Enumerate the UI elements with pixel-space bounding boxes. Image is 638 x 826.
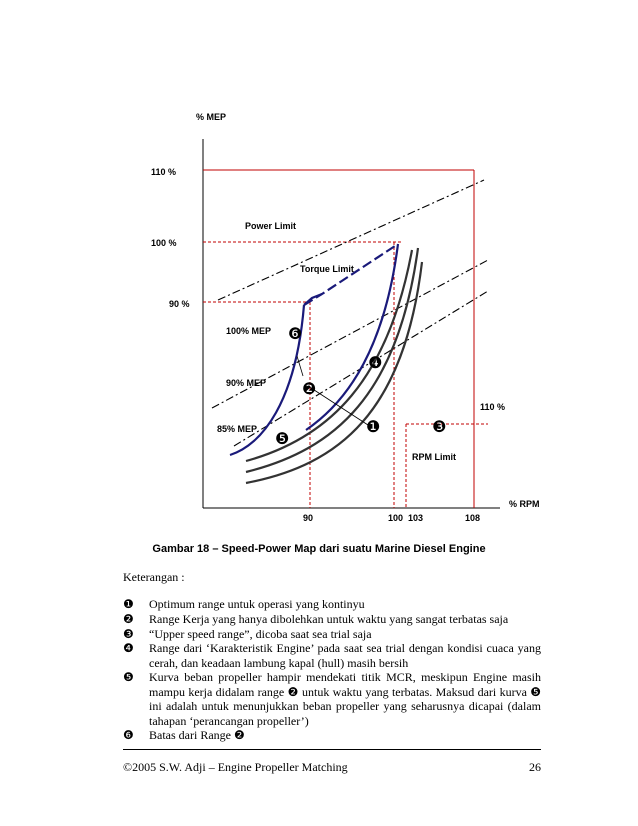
- marker-4-icon: ❹: [368, 353, 383, 372]
- note-text: Batas dari Range ❷: [149, 728, 245, 742]
- note-text: Optimum range untuk operasi yang kontinyu: [149, 597, 365, 611]
- y-axis-title: % MEP: [196, 112, 227, 122]
- y-tick-90: 90 %: [169, 299, 190, 309]
- power-limit-label: Power Limit: [245, 221, 297, 231]
- pct-110-label: 110 %: [480, 402, 506, 412]
- keterangan-title: Keterangan :: [123, 570, 185, 584]
- note-item: [123, 597, 541, 612]
- note-item: [123, 627, 541, 642]
- torque-limit-curve: [304, 244, 398, 305]
- x-tick-108: 108: [465, 513, 481, 523]
- note-text: Range dari ‘Karakteristik Engine’ pada saat sea trial dengan kondisi cuaca yang cerah, dan keadaan lambung kapal (hull) masih bersih: [149, 641, 541, 670]
- mep-90-label: 90% MEP: [226, 378, 267, 388]
- y-tick-110: 110 %: [151, 167, 177, 177]
- marker-2-icon: ❷: [123, 612, 134, 626]
- mep-lines: [212, 180, 488, 446]
- note-item: [123, 641, 541, 670]
- page-number: 26: [529, 760, 541, 774]
- arrow-range-6: [297, 356, 303, 376]
- mep-85-label: 85% MEP: [217, 424, 258, 434]
- note-item: [123, 670, 541, 728]
- note-text: Range Kerja yang hanya dibolehkan untuk waktu yang sangat terbatas saja: [149, 612, 509, 626]
- note-text: “Upper speed range”, dicoba saat sea trial saja: [149, 627, 372, 641]
- note-text: Kurva beban propeller hampir mendekati titik MCR, meskipun Engine masih mampu kerja didalam range ❷ untuk waktu yang terbatas. Maksud dari kurva ❺ ini adalah untuk menunjukkan beban propeller yang seharusnya dicapai (dalam tahapan ‘perancangan propeller’): [149, 670, 541, 728]
- mep-100-line: [218, 180, 484, 300]
- marker-3-icon: ❸: [432, 417, 447, 436]
- marker-1-icon: ❶: [123, 597, 134, 611]
- x-tick-90: 90: [303, 513, 314, 523]
- torque-limit-label: Torque Limit: [300, 264, 354, 274]
- propeller-curve-inner: [246, 250, 412, 461]
- footer-divider: [123, 749, 541, 750]
- marker-3-icon: ❸: [123, 627, 134, 641]
- rpm-limit-label: RPM Limit: [412, 452, 456, 462]
- note-item: [123, 728, 541, 743]
- propeller-curves: [246, 248, 422, 483]
- marker-4-icon: ❹: [123, 641, 134, 655]
- y-tick-100: 100 %: [151, 238, 177, 248]
- x-tick-103: 103: [408, 513, 424, 523]
- note-item: [123, 612, 541, 627]
- marker-5-icon: ❺: [123, 670, 134, 684]
- figure-caption: Gambar 18 – Speed-Power Map dari suatu Marine Diesel Engine: [152, 543, 486, 555]
- x-tick-100: 100: [388, 513, 404, 523]
- marker-1-icon: ❶: [366, 417, 381, 436]
- propeller-curve-outer: [246, 262, 422, 483]
- footer-copyright: ©2005 S.W. Adji – Engine Propeller Matching: [123, 760, 348, 774]
- marker-5-icon: ❺: [275, 429, 290, 448]
- x-axis-title: % RPM: [509, 499, 540, 509]
- marker-6-icon: ❻: [123, 728, 134, 742]
- mep-100-label: 100% MEP: [226, 326, 272, 336]
- marker-6-icon: ❻: [288, 324, 303, 343]
- marker-2-icon: ❷: [302, 379, 317, 398]
